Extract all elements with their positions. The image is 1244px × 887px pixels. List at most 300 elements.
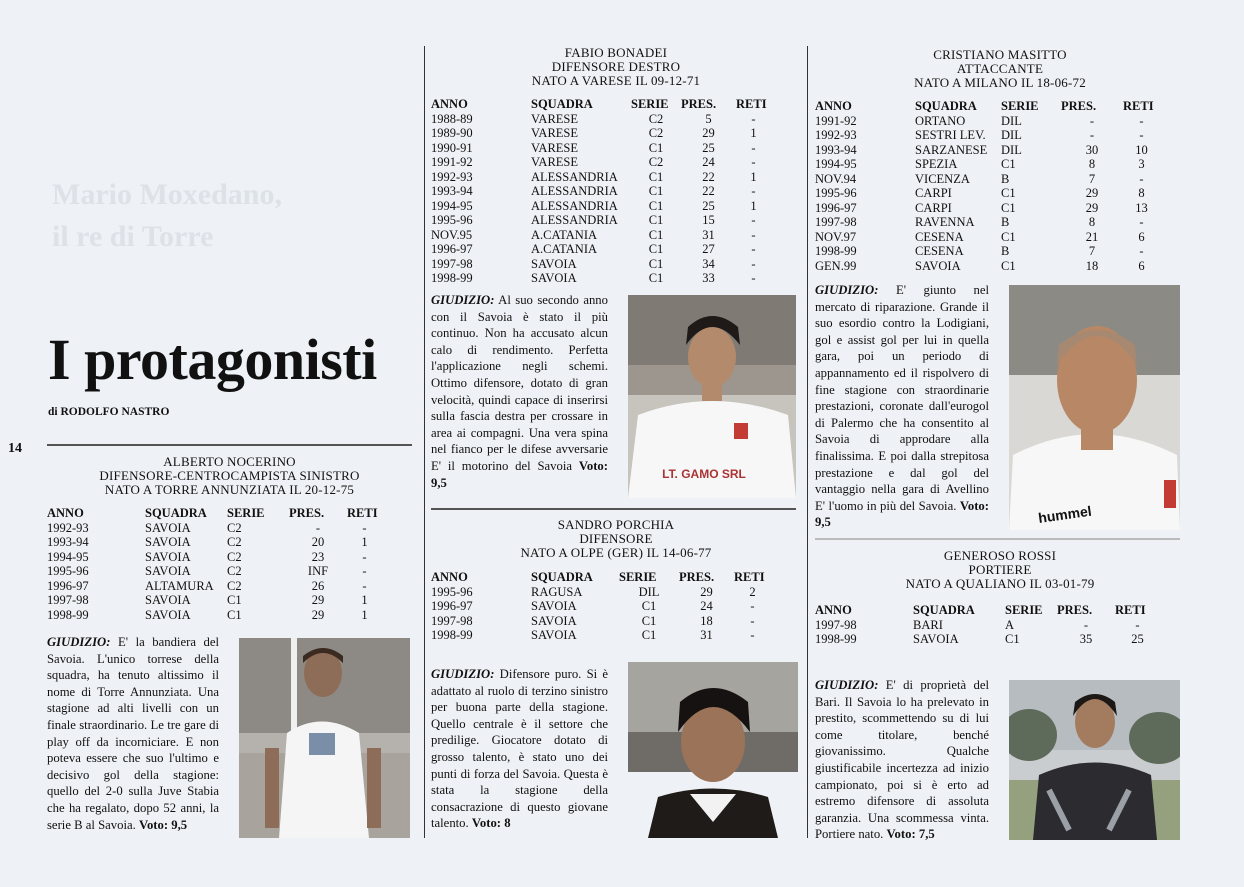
cell: 29 [311,607,325,622]
verdict-nocerino [47,634,219,833]
col-serie: SERIE [619,570,657,584]
cell: A [1005,617,1015,632]
cell: 1995-96 [431,584,473,599]
table-row [431,170,771,185]
verdict-text: E' la bandiera del Savoia. L'unico torrese della squadra, ha tenuto altissimo il nome di Torre Annunziata. Una stagione ad alti livelli con un finale straordinario. Le tre gare di play off da incorniciare. E non poteva essere che suo l'ultimo e decisivo gol della stagione: quello del 2-0 sulla Juve Stabia che ha regalato, dopo 52 anni, la serie B al Savoia. [47,635,219,832]
cell: 1997-98 [815,215,857,229]
table-row [431,257,771,272]
col-squadra: SQUADRA [913,603,975,617]
player-photo-image [628,295,796,498]
cell: - [751,184,756,198]
vote-label: Voto: [138,817,169,832]
table-row [431,614,771,629]
cell: 1 [361,593,368,607]
cell: VARESE [531,140,579,155]
cell: 1992-93 [431,169,473,184]
cell: 1997-98 [47,593,89,607]
vote-label: Voto: [471,816,502,831]
cell: 1998-99 [815,632,857,646]
career-table [47,506,382,622]
byline: di RODOLFO NASTRO [48,406,170,418]
cell: 1998-99 [47,607,89,622]
cell: 1992-93 [47,520,89,535]
cell: C2 [227,535,242,549]
cell: - [751,155,756,169]
cell: 18 [700,613,713,628]
cell: SAVOIA [915,258,961,273]
player-role: DIFENSORE DESTRO [551,59,681,74]
table-row [431,228,771,243]
verdict-text: E' di proprietà del Bari. Il Savoia lo ha prelevato in prestito, scommettendo su di lui come titolare, benché giovanissimo. Qualche giustificabile incertezza ad inizio campionato, poi si è erto ad estremo difensore di assoluta garanzia. Una scommessa vinta. Portiere nato. [815,678,989,842]
cell: C1 [1001,258,1016,273]
player-photo-masitto [1009,285,1180,530]
cell: 29 [1085,186,1099,200]
vote-value: 9,5 [171,817,188,832]
cell: - [751,242,756,256]
player-birth: NATO A QUALIANO IL 03-01-79 [905,576,1095,591]
verdict-label: GIUDIZIO: [431,667,495,681]
cell: - [315,520,321,535]
cell: NOV.97 [815,229,857,244]
cell: A.CATANIA [531,242,598,256]
cell: C1 [227,607,242,622]
ghost-title-line2: il re di Torre [52,220,214,253]
cell: 27 [702,242,715,256]
cell: 35 [1079,632,1093,646]
cell: C2 [648,111,664,126]
cell: 1995-96 [47,564,89,578]
cell: 1990-91 [431,140,473,155]
cell: RAVENNA [915,215,975,229]
col-reti: RETI [1123,99,1154,113]
cell: SAVOIA [531,628,577,642]
vote-label: Voto: [959,498,989,513]
cell: 1998-99 [431,628,473,642]
player-photo-image [239,638,410,838]
cell: B [1001,215,1010,229]
player-card-masitto [815,48,1185,273]
verdict-text: Al suo secondo anno con il Savoia è stato il più continuo. Non ha accusato alcun calo di rendimento. Perfetta l'applicazione negli schemi. Ottimo difensore, dotato di gran velocità, quindi capace di inserirsi sulla fascia destra per crossare in area ai compagni. Una vera spina nel fianco per le difese avversarie E' il motorino del Savoia [431,293,608,473]
cell: C1 [648,198,664,213]
cell: 1997-98 [815,617,857,632]
cell: 1989-90 [431,126,473,140]
career-table [815,99,1160,273]
cell: 13 [1135,200,1148,215]
cell: CESENA [915,229,964,244]
cell: 29 [1085,200,1099,215]
cell: C2 [227,549,242,564]
cell: SAVOIA [531,271,577,285]
cell: C2 [648,155,664,169]
col-reti: RETI [734,570,765,584]
vote-label: Voto: [578,458,608,473]
cell: DIL [1001,128,1022,142]
cell: SAVOIA [145,549,191,564]
cell: 1996-97 [431,242,473,256]
col-squadra: SQUADRA [531,97,593,111]
vote-value: 9,5 [815,515,831,530]
cell: 1996-97 [815,200,857,215]
cell: - [751,227,756,242]
cell: RAGUSA [531,584,583,599]
table-row [815,143,1160,158]
table-row [47,608,382,623]
col-pres: PRES. [1061,99,1097,113]
player-name: FABIO BONADEI [564,45,668,60]
player-role: ATTACCANTE [956,61,1044,76]
cell: VARESE [531,111,579,126]
cell: 5 [705,111,712,126]
verdict-porchia [431,666,608,832]
cell: 8 [1088,157,1096,171]
cell: 29 [311,593,325,607]
cell: 25 [702,198,715,213]
cell: VARESE [531,155,579,169]
cell: 20 [311,535,325,549]
table-row [431,126,771,141]
cell: 7 [1088,171,1096,186]
cell: 1996-97 [431,599,473,613]
table-row [815,157,1160,172]
cell: C2 [227,564,242,578]
cell: - [362,520,367,535]
cell: C1 [648,213,664,227]
table-row [431,213,771,228]
shirt-brand-text: hummel [1037,502,1093,526]
verdict-masitto [815,282,989,531]
cell: - [751,256,756,271]
cell: - [751,140,756,155]
verdict-text: E' giunto nel mercato di riparazione. Grande il suo esordio contro la Lodigiani, gol e assist gol per lui in quella gara, poi un periodo di appannamento ed il rispolvero di fine stagione con straordinarie prestazioni, coronate dall'eurogol di Palermo che ha consentito al Savoia di approdare alla finalissima. E poi dalla strepitosa prestazione e dal gol del vantaggio nella gara di Avellino E' l'uomo in più del Savoia. [815,283,989,513]
cell: 26 [311,578,325,593]
cell: ALESSANDRIA [531,213,618,227]
cell: 1 [750,126,757,140]
cell: 1998-99 [431,271,473,285]
cell: 1993-94 [431,184,473,198]
cell: - [1139,171,1144,186]
vote-label: Voto: [886,827,916,842]
cell: ALESSANDRIA [531,169,618,184]
cell: 1997-98 [431,613,473,628]
cell: 1 [750,169,757,184]
cell: 1 [750,198,757,213]
cell: 1 [361,607,368,622]
cell: 22 [702,184,715,198]
cell: VICENZA [915,171,970,186]
cell: 31 [702,227,715,242]
verdict-bonadei [431,292,608,491]
cell: C1 [641,628,657,642]
cell: 8 [1088,215,1096,229]
cell: GEN.99 [815,258,857,273]
cell: SPEZIA [915,157,958,171]
cell: SAVOIA [145,520,191,535]
table-row [431,141,771,156]
cell: C2 [227,520,242,535]
verdict-label: GIUDIZIO: [47,635,111,649]
col-squadra: SQUADRA [915,99,977,113]
player-birth: NATO A OLPE (GER) IL 14-06-77 [520,545,712,560]
cell: C1 [641,613,657,628]
player-name: CRISTIANO MASITTO [933,47,1067,62]
verdict-label: GIUDIZIO: [815,678,879,692]
career-table [815,603,1160,647]
cell: C2 [648,126,664,140]
player-role: DIFENSORE-CENTROCAMPISTA SINISTRO [99,468,360,483]
section-rule-right [815,538,1180,540]
table-row [815,618,1160,633]
cell: ALTAMURA [145,578,214,593]
col-pres: PRES. [1057,603,1093,617]
cell: 25 [1131,632,1144,646]
cell: SAVOIA [531,599,577,613]
col-serie: SERIE [1005,603,1043,617]
cell: C1 [648,169,664,184]
col-anno: ANNO [47,506,84,520]
cell: SARZANESE [915,142,988,157]
cell: 31 [700,628,713,642]
cell: 6 [1138,258,1145,273]
vote-value: 7,5 [918,827,935,842]
cell: 29 [702,126,715,140]
table-row [431,184,771,199]
table-row [47,535,382,550]
table-row [431,199,771,214]
table-row [815,244,1160,259]
verdict-text: Difensore puro. Si è adattato al ruolo di terzino sinistro per buona parte della stagione. Quello centrale è il settore che predilige. Giocatore dotato di grosso talento, è stato uno dei punti di forza del Savoia. Questa è stata la stagione della consacrazione di questo giovane talento. [431,667,609,831]
player-birth: NATO A TORRE ANNUNZIATA IL 20-12-75 [104,482,355,497]
col-anno: ANNO [431,97,468,111]
col-serie: SERIE [227,506,265,520]
table-row [431,599,771,614]
player-photo-image [628,662,798,838]
table-row [815,259,1160,274]
table-row [47,550,382,565]
col-reti: RETI [736,97,767,111]
cell: - [1139,113,1144,128]
cell: C1 [648,256,664,271]
cell: 1994-95 [815,157,857,171]
vote-value: 8 [504,816,511,831]
player-birth: NATO A MILANO IL 18-06-72 [914,75,1086,90]
cell: 33 [702,271,715,285]
cell: SAVOIA [531,613,577,628]
cell: 1995-96 [815,186,857,200]
cell: 1994-95 [431,198,473,213]
section-rule-middle [431,508,796,510]
cell: 1991-92 [431,155,473,169]
cell: ALESSANDRIA [531,198,618,213]
cell: 3 [1138,157,1145,171]
player-role: DIFENSORE [579,531,653,546]
table-row [47,579,382,594]
player-card-porchia [431,518,801,643]
cell: - [362,578,367,593]
page-title: I protagonisti [48,327,377,392]
cell: 1995-96 [431,213,473,227]
cell: 30 [1085,142,1099,157]
cell: A.CATANIA [531,227,598,242]
col-anno: ANNO [815,99,852,113]
cell: INF [307,564,329,578]
cell: C1 [1005,632,1020,646]
cell: 25 [702,140,715,155]
player-photo-image [1009,680,1180,840]
cell: DIL [1001,113,1022,128]
cell: 22 [702,169,715,184]
cell: 1998-99 [815,244,857,258]
table-row [815,215,1160,230]
cell: - [750,628,755,642]
column-divider-1 [424,46,425,838]
cell: 15 [702,213,715,227]
cell: 18 [1085,258,1099,273]
cell: - [750,599,755,613]
cell: SAVOIA [145,607,191,622]
cell: 2 [749,584,756,599]
table-row [431,242,771,257]
cell: 24 [700,599,713,613]
cell: SAVOIA [145,535,191,549]
cell: 1993-94 [47,535,89,549]
cell: C1 [648,271,664,285]
cell: C1 [648,242,664,256]
verdict-label: GIUDIZIO: [815,283,879,297]
col-anno: ANNO [431,570,468,584]
player-photo-bonadei [628,295,796,498]
cell: - [1089,113,1095,128]
page-number: 14 [8,441,22,456]
table-row [431,585,771,600]
cell: 1992-93 [815,128,857,142]
player-card-bonadei [431,46,801,286]
cell: C1 [641,599,657,613]
cell: - [750,613,755,628]
player-name: ALBERTO NOCERINO [163,454,296,469]
cell: 1996-97 [47,578,89,593]
cell: 24 [702,155,715,169]
player-card-rossi [815,549,1185,647]
cell: 21 [1085,229,1099,244]
player-photo-nocerino [239,638,410,838]
cell: 23 [311,549,325,564]
cell: CESENA [915,244,964,258]
player-photo-image [1009,285,1180,530]
cell: 1997-98 [431,256,473,271]
cell: - [1139,128,1144,142]
table-row [431,271,771,286]
cell: 1 [361,535,368,549]
player-name: GENEROSO ROSSI [943,548,1057,563]
cell: - [1139,244,1144,258]
cell: ALESSANDRIA [531,184,618,198]
cell: C1 [648,140,664,155]
verdict-label: GIUDIZIO: [431,293,495,307]
col-squadra: SQUADRA [531,570,593,584]
verdict-rossi [815,677,989,843]
table-row [431,155,771,170]
cell: SESTRI LEV. [915,128,986,142]
cell: ORTANO [915,113,966,128]
cell: C1 [1001,157,1016,171]
shirt-sponsor-text: LT. GAMO SRL [662,467,746,481]
column-divider-2 [807,46,808,838]
career-table [431,97,771,286]
cell: C1 [1001,200,1016,215]
cell: - [751,213,756,227]
cell: DIL [638,584,660,599]
player-photo-rossi [1009,680,1180,840]
cell: - [1135,617,1140,632]
cell: CARPI [915,200,952,215]
cell: - [751,271,756,285]
cell: 6 [1138,229,1145,244]
player-card-nocerino [47,455,412,622]
player-role: PORTIERE [968,562,1032,577]
cell: DIL [1001,142,1022,157]
cell: CARPI [915,186,952,200]
cell: - [1089,128,1095,142]
col-pres: PRES. [681,97,717,111]
col-squadra: SQUADRA [145,506,207,520]
cell: NOV.95 [431,227,473,242]
cell: - [1139,215,1144,229]
cell: C1 [648,227,664,242]
cell: C1 [227,593,242,607]
cell: 1988-89 [431,111,473,126]
col-pres: PRES. [679,570,715,584]
cell: SAVOIA [531,256,577,271]
cell: 8 [1138,186,1145,200]
table-row [47,564,382,579]
vote-value: 9,5 [431,475,447,490]
cell: 29 [700,584,713,599]
cell: 1993-94 [815,142,857,157]
table-row [815,201,1160,216]
cell: 1991-92 [815,113,857,128]
table-row [815,186,1160,201]
table-row [815,128,1160,143]
table-row [815,172,1160,187]
player-photo-porchia [628,662,798,838]
cell: C1 [1001,229,1016,244]
cell: 7 [1088,244,1096,258]
player-name: SANDRO PORCHIA [557,517,675,532]
table-row [815,230,1160,245]
cell: C1 [648,184,664,198]
cell: 10 [1135,142,1148,157]
cell: - [362,564,367,578]
cell: 1994-95 [47,549,89,564]
col-anno: ANNO [815,603,852,617]
cell: B [1001,244,1010,258]
table-row [815,114,1160,129]
cell: SAVOIA [913,632,959,646]
col-reti: RETI [347,506,378,520]
cell: BARI [913,617,943,632]
cell: C2 [227,578,242,593]
col-serie: SERIE [1001,99,1039,113]
career-table [431,570,771,643]
cell: VARESE [531,126,579,140]
col-serie: SERIE [631,97,669,111]
top-rule-left [47,444,412,446]
player-birth: NATO A VARESE IL 09-12-71 [531,73,701,88]
cell: 34 [702,256,715,271]
cell: NOV.94 [815,171,857,186]
ghost-title-line1: Mario Moxedano, [52,178,282,211]
cell: C1 [1001,186,1016,200]
